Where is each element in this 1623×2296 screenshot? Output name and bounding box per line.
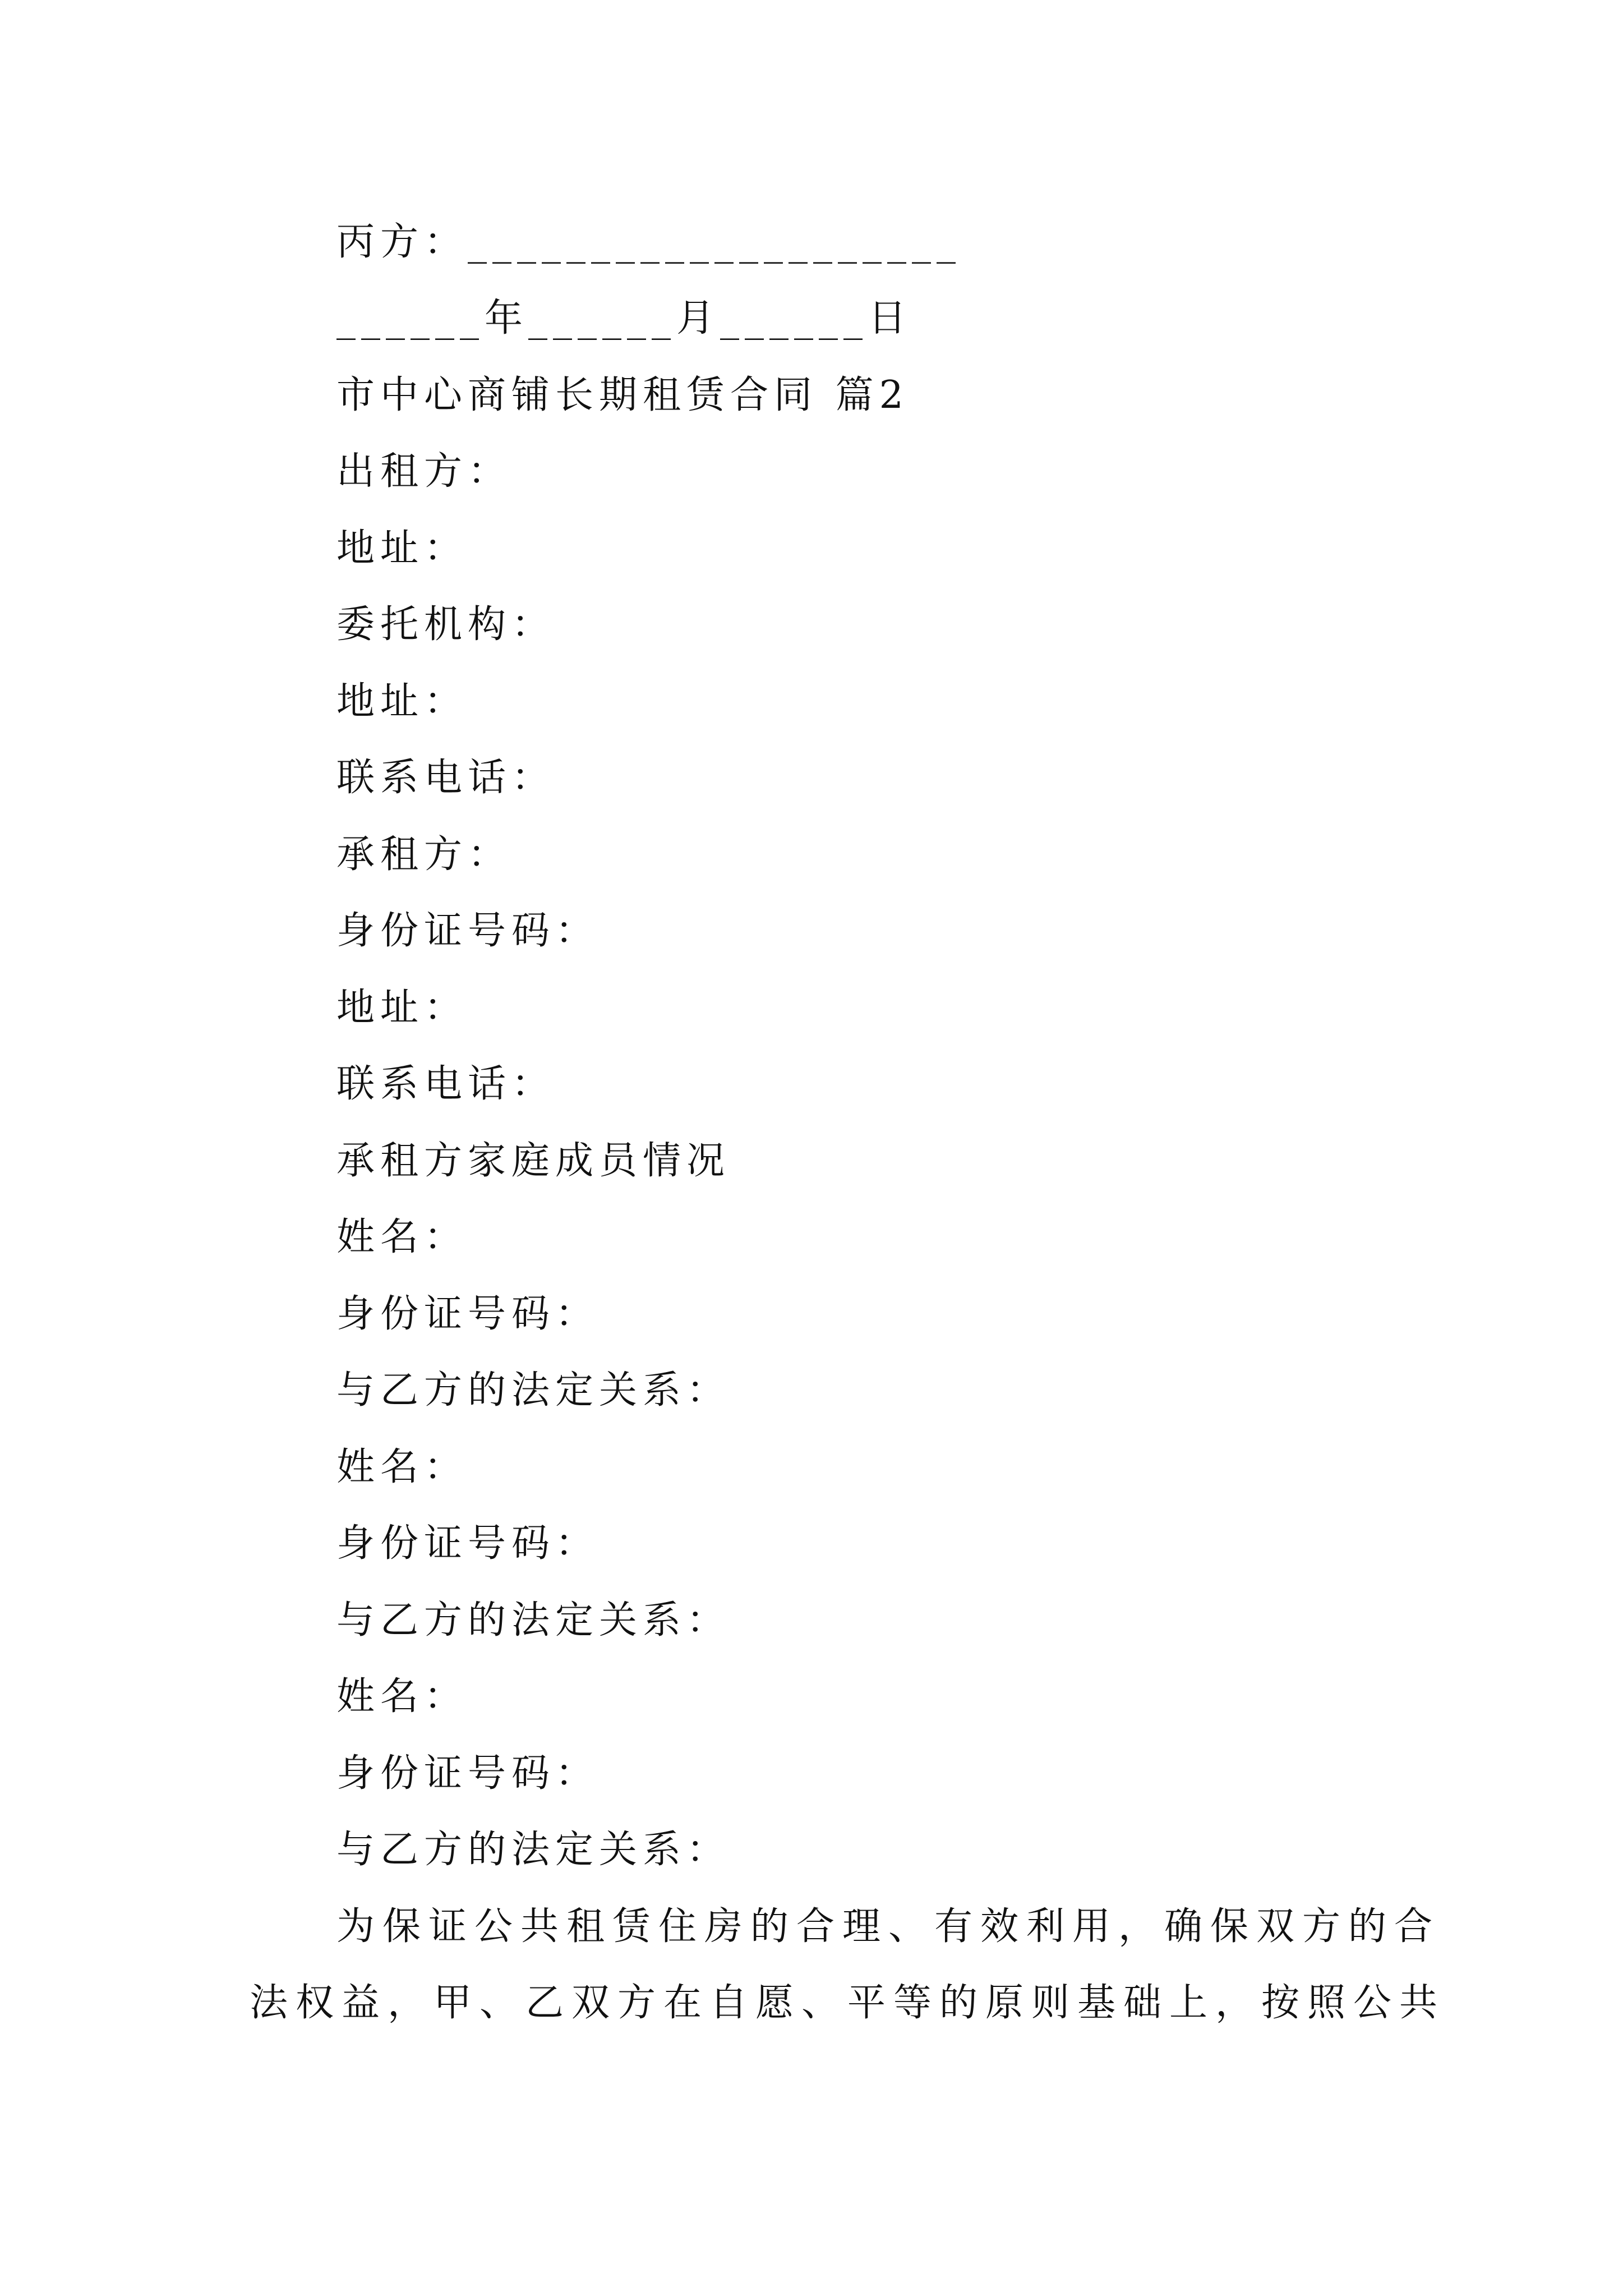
- body-paragraph-line-2: 法权益，甲、乙双方在自愿、平等的原则基础上，按照公共: [250, 1981, 1446, 2025]
- member-2-id-label: 身份证号码：: [336, 1521, 600, 1566]
- lessee-phone-label: 联系电话：: [336, 1062, 556, 1106]
- agency-address-label: 地址：: [336, 679, 468, 724]
- party-c-signature-line: 丙方：____________________: [336, 220, 962, 264]
- agency-phone-label: 联系电话：: [336, 756, 556, 800]
- family-members-heading: 承租方家庭成员情况: [336, 1139, 731, 1183]
- member-2-relation-label: 与乙方的法定关系：: [336, 1598, 731, 1642]
- member-3-name-label: 姓名：: [336, 1674, 468, 1719]
- body-paragraph-line-1: 为保证公共租赁住房的合理、有效利用，确保双方的合: [336, 1904, 1441, 1949]
- lessor-label: 出租方：: [336, 449, 512, 494]
- agency-label: 委托机构：: [336, 602, 556, 647]
- lessee-label: 承租方：: [336, 832, 512, 877]
- member-1-name-label: 姓名：: [336, 1215, 468, 1259]
- member-3-relation-label: 与乙方的法定关系：: [336, 1828, 731, 1872]
- date-line: ______年______月______日: [336, 296, 912, 341]
- lessee-address-label: 地址：: [336, 986, 468, 1030]
- lessee-id-label: 身份证号码：: [336, 909, 600, 953]
- member-3-id-label: 身份证号码：: [336, 1751, 600, 1796]
- section-title: 市中心商铺长期租赁合同 篇2: [336, 373, 909, 417]
- member-1-id-label: 身份证号码：: [336, 1292, 600, 1336]
- address-label: 地址：: [336, 526, 468, 570]
- member-1-relation-label: 与乙方的法定关系：: [336, 1368, 731, 1412]
- member-2-name-label: 姓名：: [336, 1445, 468, 1489]
